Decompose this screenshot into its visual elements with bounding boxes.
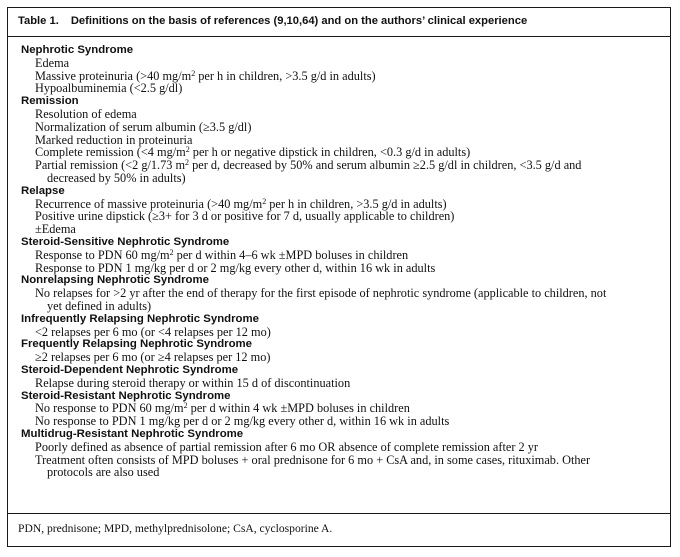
definition-item [21,377,660,390]
definition-line: No response to PDN 1 mg/kg per d or 2 mg/kg every other d, within 16 wk in adults [35,414,450,429]
section-title: Remission [21,95,79,108]
definition-line: Marked reduction in proteinuria [35,132,193,147]
definition-item [21,454,660,480]
section-title: Frequently Relapsing Nephrotic Syndrome [21,338,253,351]
definition-item [21,108,660,121]
definition-item [21,159,660,185]
definition-item [21,121,660,134]
definition-line-continued: decreased by 50% in adults) [47,170,186,185]
footer-divider [8,513,670,514]
definition-line: Partial remission (<2 g/1.73 $m^2$ per d, decreased by 50% and serum albumin ≥2.5 g/dl in children, <3.5 g/d and [35,158,582,173]
definition-line: ±Edema [35,222,76,237]
definition-item [21,351,660,364]
definition-item [21,82,660,95]
definition-line: Positive urine dipstick (≥3+ for 3 d or positive for 7 d, usually applicable to children) [35,209,455,224]
table-body [8,44,670,479]
definition-line: <2 relapses per 6 mo (or <4 relapses per 12 mo) [35,324,271,339]
definition-line: Massive proteinuria (>40 $mg/m^2$ per h in children, >3.5 g/d in adults) [35,68,376,83]
definition-item [21,262,660,275]
definition-line-continued: yet defined in adults) [47,298,152,313]
definition-item [21,57,660,70]
section-title: Infrequently Relapsing Nephrotic Syndrome [21,312,259,325]
definition-item [21,441,660,454]
definition-item [21,249,660,262]
section-title: Relapse [21,184,65,197]
definition-line: Response to PDN 1 mg/kg per d or 2 mg/kg every other d, within 16 wk in adults [35,260,436,275]
definition-line: Relapse during steroid therapy or within 15 d of discontinuation [35,375,351,390]
definition-item [21,210,660,223]
definition-line: Normalization of serum albumin (≥3.5 g/dl) [35,119,252,134]
definition-line: No response to PDN 60 $mg/m^2$ per d within 4 wk ±MPD boluses in children [35,401,410,416]
definition-item [21,287,660,313]
definition-line: Recurrence of massive proteinuria (>40 $mg/m^2$ per h in children, >3.5 g/d in adults) [35,196,447,211]
table-label: Table 1. [18,15,59,27]
table-caption [8,8,670,37]
definition-line: Treatment often consists of MPD boluses + oral prednisone for 6 mo + CsA and, in some cases, rituximab. Other [35,452,591,467]
definition-line: Resolution of edema [35,106,137,121]
table-title: Definitions on the basis of references (9,10,64) and on the authors’ clinical experience [70,15,528,27]
definition-item [21,223,660,236]
definition-line: No relapses for >2 yr after the end of therapy for the first episode of nephrotic syndrome (applicable to children, not [35,286,607,301]
section-title: Steroid-Dependent Nephrotic Syndrome [21,363,239,376]
definition-item [21,415,660,428]
section-title: Steroid-Sensitive Nephrotic Syndrome [21,235,230,248]
section-title: Steroid-Resistant Nephrotic Syndrome [21,389,231,402]
definition-line: Response to PDN 60 $mg/m^2$ per d within 4–6 wk ±MPD boluses in children [35,247,409,262]
definition-line: Complete remission (<4 $mg/m^2$ per h or negative dipstick in children, <0.3 g/d in adults) [35,145,471,160]
section-title: Nephrotic Syndrome [21,44,134,56]
definition-line: Edema [35,55,70,70]
section-title: Multidrug-Resistant Nephrotic Syndrome [21,427,244,440]
table-footnote: PDN, prednisone; MPD, methylprednisolone; CsA, cyclosporine A. [18,522,333,535]
definitions-table [7,7,671,547]
definition-item [21,326,660,339]
definition-line: Hypoalbuminemia (<2.5 g/dl) [35,81,183,96]
definition-line: Poorly defined as absence of partial remission after 6 mo OR absence of complete remission after 2 yr [35,439,538,454]
section-title: Nonrelapsing Nephrotic Syndrome [21,274,209,287]
definition-line-continued: protocols are also used [47,465,160,480]
definition-line: ≥2 relapses per 6 mo (or ≥4 relapses per 12 mo) [35,350,271,365]
